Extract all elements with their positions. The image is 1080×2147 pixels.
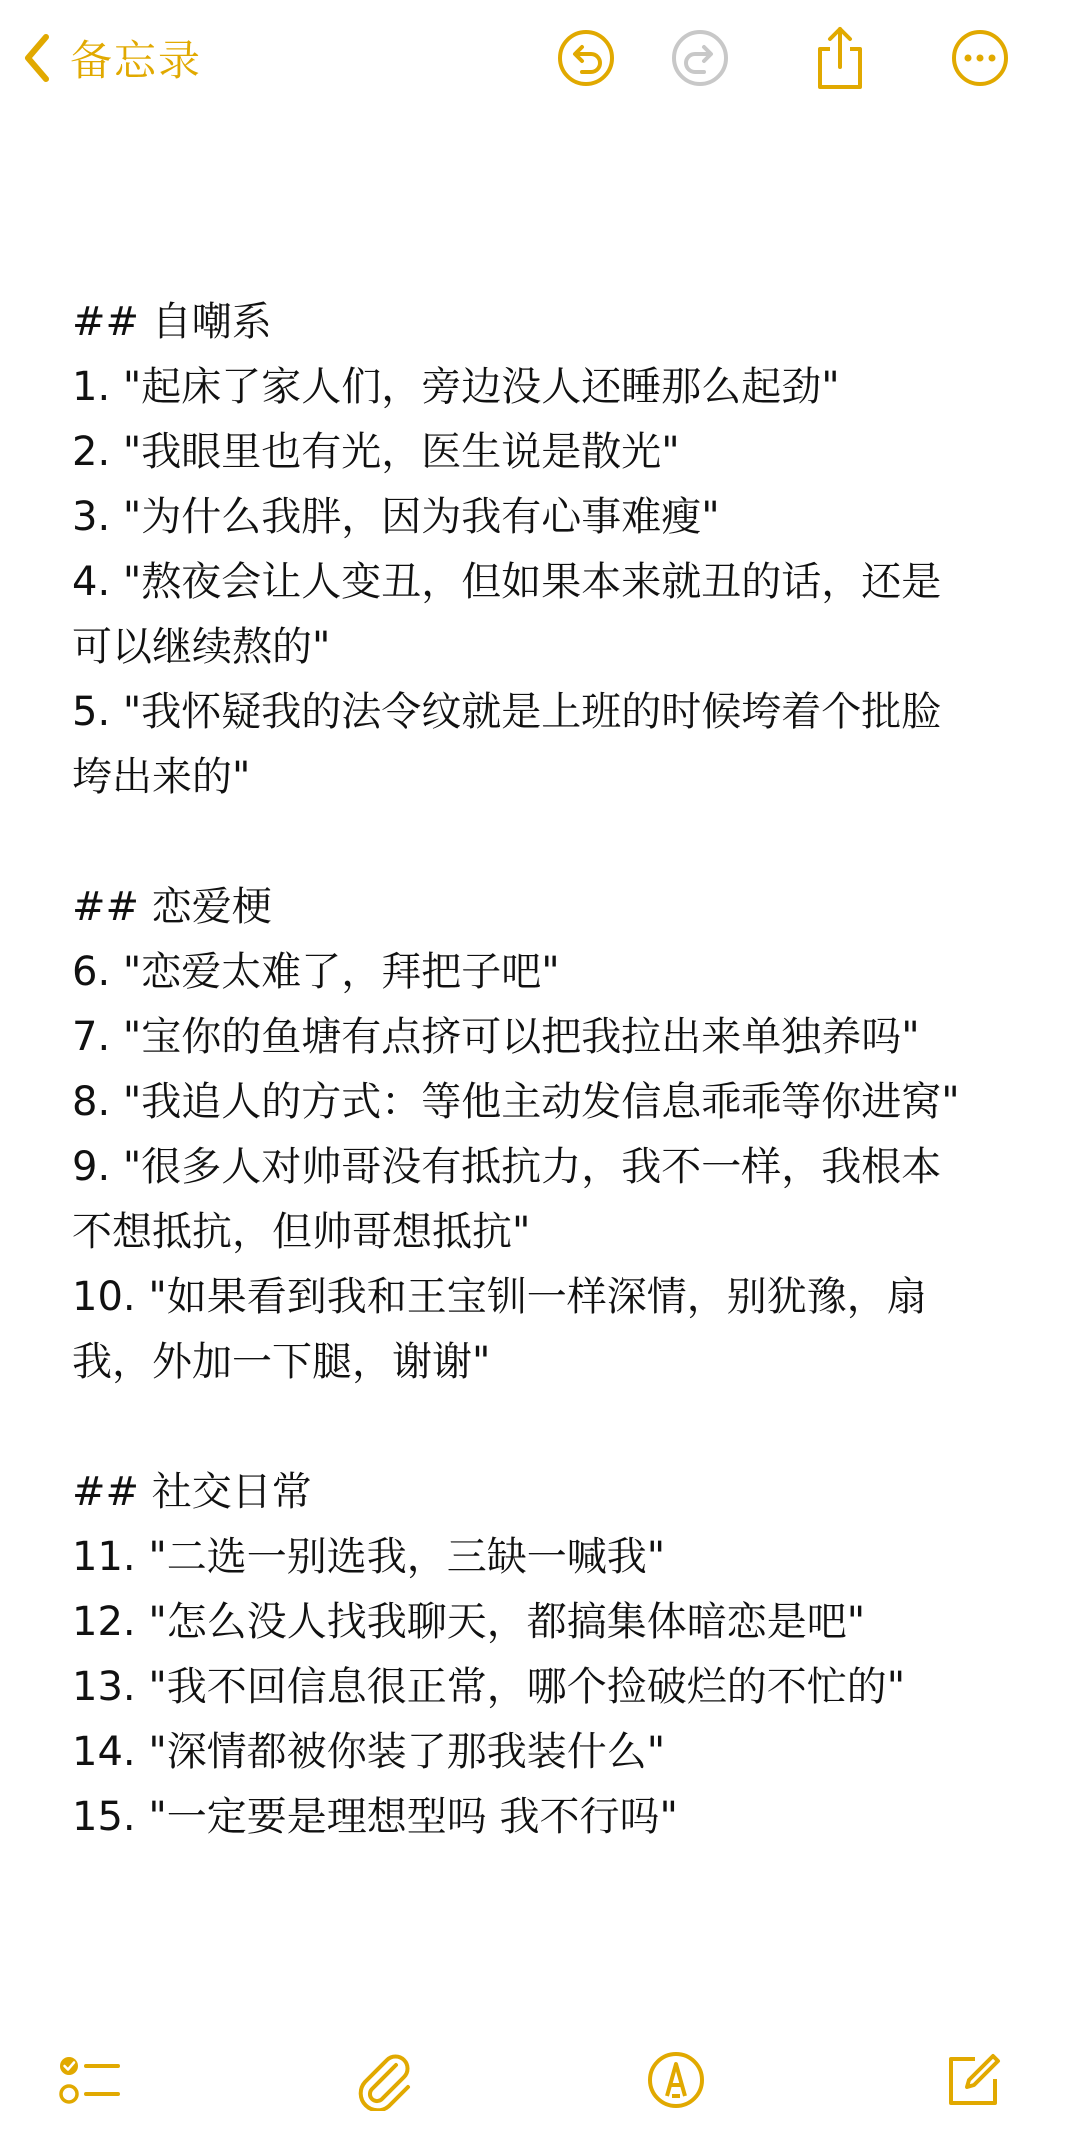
chevron-left-icon <box>22 33 52 83</box>
checklist-icon <box>58 2052 122 2108</box>
markup-icon <box>646 2050 706 2110</box>
note-line: 2. "我眼里也有光，医生说是散光" <box>72 429 680 475</box>
attachment-icon <box>356 2049 416 2111</box>
note-line: 可以继续熬的" <box>72 624 331 670</box>
note-line: 13. "我不回信息很正常，哪个捡破烂的不忙的" <box>72 1664 906 1710</box>
share-button[interactable] <box>804 22 876 94</box>
compose-icon <box>943 2049 1005 2111</box>
note-line: 我，外加一下腿，谢谢" <box>72 1339 491 1385</box>
undo-icon <box>556 28 616 88</box>
note-line: 10. "如果看到我和王宝钏一样深情，别犹豫，扇 <box>72 1274 927 1320</box>
bottom-toolbar <box>0 2040 1080 2140</box>
checklist-button[interactable] <box>50 2040 130 2120</box>
note-line: 11. "二选一别选我，三缺一喊我" <box>72 1534 666 1580</box>
blank-line <box>72 810 1012 875</box>
back-button[interactable] <box>22 22 202 94</box>
blank-line <box>72 1395 1012 1460</box>
undo-button[interactable] <box>550 22 622 94</box>
note-line: 15. "一定要是理想型吗 我不行吗" <box>72 1794 678 1840</box>
note-line: 7. "宝你的鱼塘有点挤可以把我拉出来单独养吗" <box>72 1014 920 1060</box>
note-line: 4. "熬夜会让人变丑，但如果本来就丑的话，还是 <box>72 559 942 605</box>
section-heading: ## 社交日常 <box>72 1469 312 1515</box>
note-line: 3. "为什么我胖，因为我有心事难瘦" <box>72 494 720 540</box>
attachment-button[interactable] <box>346 2040 426 2120</box>
redo-button[interactable] <box>664 22 736 94</box>
section-heading: ## 恋爱梗 <box>72 884 272 930</box>
markup-button[interactable] <box>636 2040 716 2120</box>
back-label: 备忘录 <box>70 36 203 85</box>
note-line: 5. "我怀疑我的法令纹就是上班的时候垮着个批脸 <box>72 689 942 735</box>
navigation-bar <box>0 0 1080 120</box>
redo-icon <box>670 28 730 88</box>
compose-button[interactable] <box>934 2040 1014 2120</box>
more-icon <box>950 28 1010 88</box>
note-body[interactable] <box>72 290 1012 1850</box>
note-line: 1. "起床了家人们，旁边没人还睡那么起劲" <box>72 364 840 410</box>
note-line: 8. "我追人的方式：等他主动发信息乖乖等你进窝" <box>72 1079 960 1125</box>
note-line: 12. "怎么没人找我聊天，都搞集体暗恋是吧" <box>72 1599 866 1645</box>
more-button[interactable] <box>944 22 1016 94</box>
note-line: 9. "很多人对帅哥没有抵抗力，我不一样，我根本 <box>72 1144 942 1190</box>
note-line: 14. "深情都被你装了那我装什么" <box>72 1729 666 1775</box>
note-line: 垮出来的" <box>72 754 251 800</box>
note-line: 不想抵抗，但帅哥想抵抗" <box>72 1209 531 1255</box>
section-heading: ## 自嘲系 <box>72 299 272 345</box>
note-line: 6. "恋爱太难了，拜把子吧" <box>72 949 560 995</box>
share-icon <box>810 25 870 91</box>
